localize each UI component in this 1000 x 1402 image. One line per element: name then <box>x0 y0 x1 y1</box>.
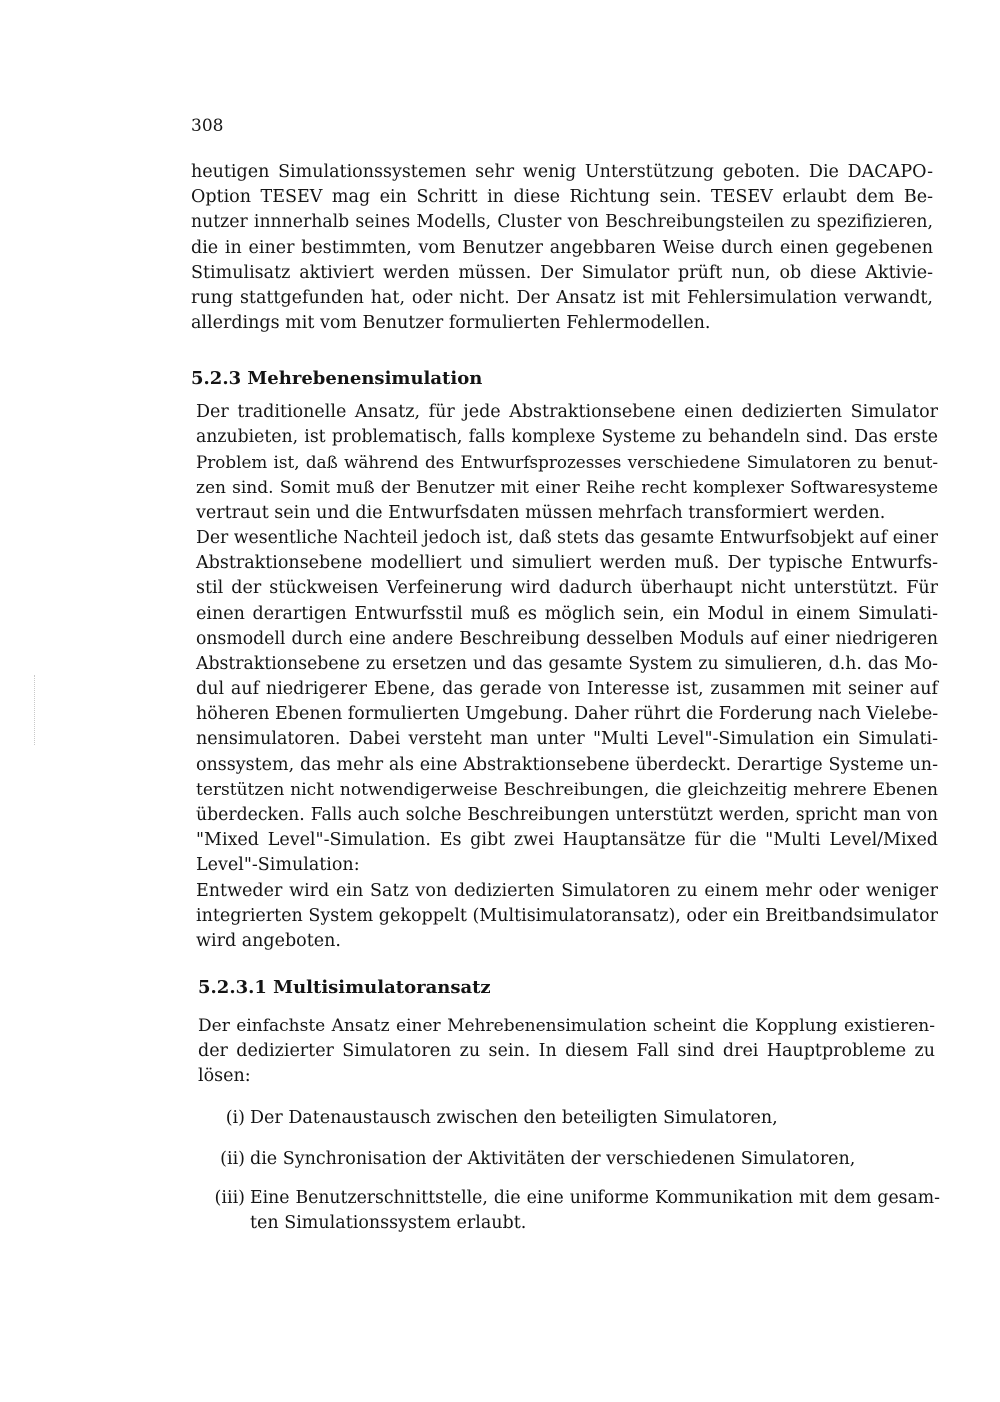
list-text-line: Eine Benutzerschnittstelle, die eine uniforme Kommunikation mit dem gesam- <box>250 1188 940 1208</box>
list-label: (iii) <box>214 1188 245 1208</box>
text-line: Der einfachste Ansatz einer Mehrebenensimulation scheint die Kopplung existieren- <box>198 1016 935 1036</box>
text-line: einen derartigen Entwurfsstil muß es möglich sein, ein Modul in einem Simulati- <box>196 603 938 624</box>
text-line: Stimulisatz aktiviert werden müssen. Der Simulator prüft nun, ob diese Aktivie- <box>191 262 933 283</box>
text-line: Der wesentliche Nachteil jedoch ist, daß stets das gesamte Entwurfsobjekt auf einer <box>196 527 938 548</box>
text-line: onssystem, das mehr als eine Abstraktionsebene überdeckt. Derartige Systeme un- <box>196 754 938 775</box>
text-line: lösen: <box>198 1066 251 1087</box>
list-label: (ii) <box>220 1149 245 1169</box>
text-line: Entweder wird ein Satz von dedizierten Simulatoren zu einem mehr oder weniger <box>196 880 938 901</box>
subsection-paragraph <box>198 1014 935 1090</box>
text-line: integrierten System gekoppelt (Multisimulatoransatz), oder ein Breitbandsimulator <box>196 905 938 926</box>
text-line: Problem ist, daß während des Entwurfsprozesses verschiedene Simulatoren zu benut- <box>196 452 938 473</box>
list-text-line: die Synchronisation der Aktivitäten der verschiedenen Simulatoren, <box>250 1149 856 1169</box>
text-line: rung stattgefunden hat, oder nicht. Der Ansatz ist mit Fehlersimulation verwandt, <box>191 287 933 308</box>
text-line: nutzer innnerhalb seines Modells, Cluster von Beschreibungsteilen zu spezifizieren, <box>191 212 933 233</box>
subsection-heading: 5.2.3.1 Multisimulatoransatz <box>198 977 491 998</box>
text-line: anzubieten, ist problematisch, falls komplexe Systeme zu behandeln sind. Das erste <box>196 427 938 448</box>
text-line: stil der stückweisen Verfeinerung wird dadurch überhaupt nicht unterstützt. Für <box>196 578 938 599</box>
text-line: höheren Ebenen formulierten Umgebung. Daher rührt die Forderung nach Vielebe- <box>196 704 939 725</box>
text-line: allerdings mit vom Benutzer formulierten Fehlermodellen. <box>191 313 711 334</box>
text-line: Level"-Simulation: <box>196 855 360 876</box>
list-text-line: Der Datenaustausch zwischen den beteiligten Simulatoren, <box>250 1108 778 1128</box>
text-line: "Mixed Level"-Simulation. Es gibt zwei Hauptansätze für die "Multi Level/Mixed <box>196 830 938 851</box>
list-label: (i) <box>225 1108 245 1128</box>
text-line: die in einer bestimmten, vom Benutzer angebbaren Weise durch einen gegebenen <box>191 237 933 258</box>
text-line: der dedizierter Simulatoren zu sein. In diesem Fall sind drei Hauptprobleme zu <box>198 1041 935 1062</box>
list-text-line: ten Simulationssystem erlaubt. <box>250 1213 527 1234</box>
text-line: Der traditionelle Ansatz, für jede Abstraktionsebene einen dedizierten Simulator <box>196 402 938 422</box>
scan-artifact <box>34 675 37 745</box>
text-line: Abstraktionsebene zu ersetzen und das gesamte System zu simulieren, d.h. das Mo- <box>196 653 938 674</box>
text-line: vertraut sein und die Entwurfsdaten müssen mehrfach transformiert werden. <box>196 502 886 523</box>
text-line: heutigen Simulationssystemen sehr wenig Unterstützung geboten. Die DACAPO- <box>191 162 933 182</box>
text-line: wird angeboten. <box>196 930 341 951</box>
intro-paragraph <box>191 160 933 336</box>
text-line: nensimulatoren. Dabei versteht man unter "Multi Level"-Simulation ein Simulati- <box>196 729 938 750</box>
text-line: Option TESEV mag ein Schritt in diese Richtung sein. TESEV erlaubt dem Be- <box>191 187 933 208</box>
section-paragraph <box>196 400 938 954</box>
text-line: Abstraktionsebene modelliert und simuliert werden muß. Der typische Entwurfs- <box>196 553 938 574</box>
text-line: terstützen nicht notwendigerweise Beschreibungen, die gleichzeitig mehrere Ebenen <box>196 779 938 800</box>
section-heading: 5.2.3 Mehrebenensimulation <box>191 368 483 389</box>
page-number: 308 <box>191 116 224 136</box>
text-line: überdecken. Falls auch solche Beschreibungen unterstützt werden, spricht man von <box>196 805 938 825</box>
text-line: onsmodell durch eine andere Beschreibung desselben Moduls auf einer niedrigeren <box>196 628 938 649</box>
text-line: zen sind. Somit muß der Benutzer mit einer Reihe recht komplexer Softwaresysteme <box>196 477 938 498</box>
text-line: dul auf niedrigerer Ebene, das gerade von Interesse ist, zusammen mit seiner auf <box>196 679 938 700</box>
